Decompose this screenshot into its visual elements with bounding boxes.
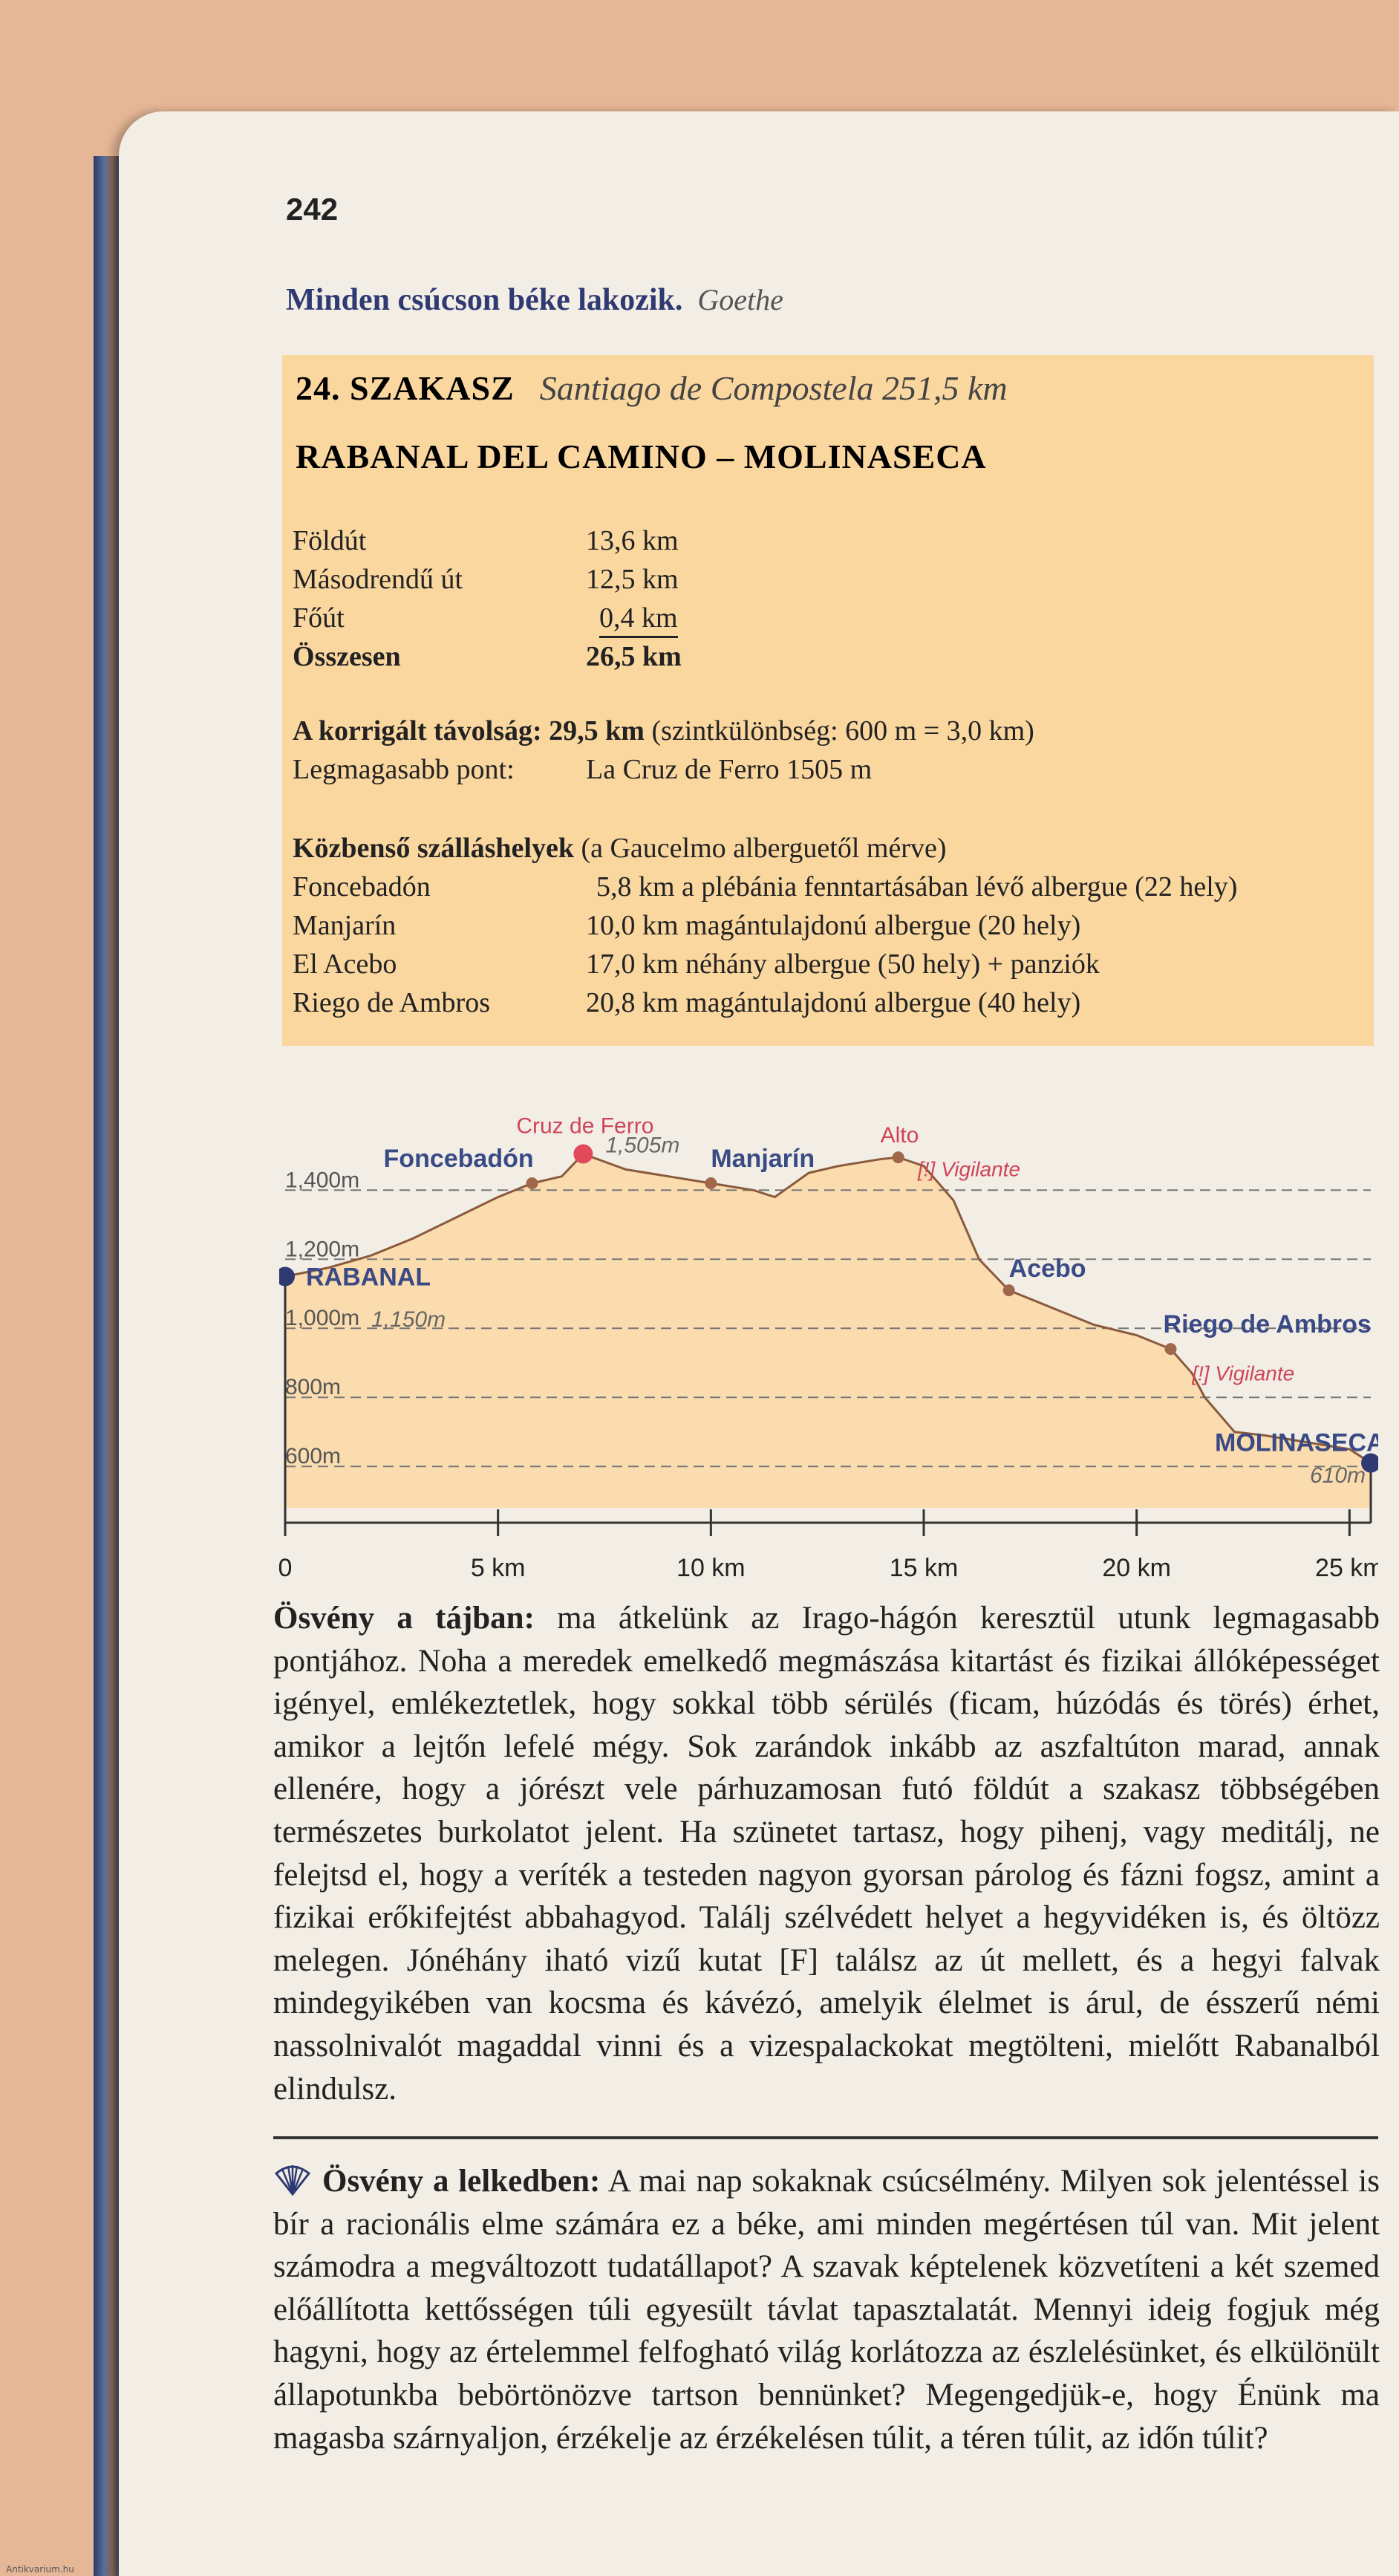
elevation-profile-svg (279, 1099, 1378, 1590)
lodging-title-row (293, 832, 946, 865)
warning-label: [!] Vigilante (1192, 1362, 1295, 1385)
start-height-label: 1,150m (371, 1307, 446, 1333)
surface-total-label: Összesen (293, 641, 401, 672)
x-tick-label: 0 (279, 1554, 293, 1582)
x-tick-label: 10 km (676, 1554, 746, 1582)
x-tick-label: 5 km (470, 1554, 526, 1582)
y-tick-label: 1,200m (285, 1237, 360, 1262)
corrected-note: (szintkülönbség: 600 m = 3,0 km) (651, 715, 1034, 747)
village-marker (1165, 1343, 1177, 1355)
lodging-place: El Acebo (293, 949, 397, 980)
lodging-info: 10,0 km magántulajdonú albergue (20 hely) (586, 910, 1081, 941)
paragraph-landscape-lead: Ösvény a tájban: (273, 1601, 535, 1636)
watermark: Antikvarium.hu (6, 2564, 74, 2575)
lodging-title: Közbenső szálláshelyek (293, 833, 574, 864)
place-label: Foncebadón (383, 1144, 534, 1173)
surface-value: 13,6 km (586, 525, 679, 556)
place-label: Acebo (1008, 1255, 1086, 1284)
corrected-label: A korrigált távolság: (293, 715, 542, 747)
lodging-row (293, 986, 1080, 1019)
elevation-profile-chart (279, 1099, 1378, 1590)
surface-label: Másodrendű út (293, 564, 463, 595)
pass-marker (893, 1151, 904, 1163)
x-tick-label: 20 km (1102, 1554, 1171, 1582)
summit-height-label: 1,505m (605, 1133, 680, 1158)
surface-label: Földút (293, 525, 367, 556)
end-height-label: 610m (1310, 1463, 1366, 1489)
highest-point-row (293, 753, 872, 786)
stage-label: 24. SZAKASZ (296, 369, 515, 407)
page-number: 242 (286, 192, 339, 227)
y-tick-label: 800m (285, 1375, 342, 1400)
surface-total-value: 26,5 km (586, 641, 682, 672)
x-tick-label: 15 km (889, 1554, 959, 1582)
stage-distance: Santiago de Compostela 251,5 km (539, 369, 1008, 407)
lodging-info: 5,8 km a plébánia fenntartásában lévő albergue (22 hely) (596, 871, 1238, 902)
surface-row (293, 602, 678, 638)
place-label: Cruz de Ferro (516, 1113, 654, 1139)
y-tick-label: 1,000m (285, 1306, 360, 1331)
surface-label: Főút (293, 602, 345, 634)
section-divider (273, 2136, 1378, 2139)
lodging-row (293, 948, 1100, 980)
book-spine-edge (94, 156, 120, 2576)
surface-row (293, 563, 679, 596)
highest-value: La Cruz de Ferro 1505 m (586, 754, 873, 785)
surface-value: 12,5 km (586, 564, 679, 595)
place-label: Manjarín (711, 1144, 815, 1173)
lodging-row (293, 909, 1080, 942)
corrected-value: 29,5 km (549, 715, 645, 747)
place-label: MOLINASECA (1215, 1428, 1378, 1457)
motto-text: Minden csúcson béke lakozik. (286, 283, 683, 317)
village-marker (705, 1177, 717, 1189)
stage-info-box (282, 355, 1374, 1046)
stage-route: RABANAL DEL CAMINO – MOLINASECA (296, 438, 987, 475)
lodging-place: Foncebadón (293, 871, 431, 902)
place-label: RABANAL (306, 1263, 431, 1292)
surface-value: 0,4 km (599, 602, 678, 638)
y-tick-label: 600m (285, 1444, 342, 1469)
scallop-shell-icon (273, 2163, 312, 2196)
x-tick-label: 25 km (1315, 1554, 1378, 1582)
lodging-row (293, 871, 1237, 903)
lodging-info: 17,0 km néhány albergue (50 hely) + panziók (586, 949, 1100, 980)
village-marker (1003, 1284, 1015, 1296)
lodging-note: (a Gaucelmo alberguetől mérve) (581, 833, 947, 864)
warning-label: [!] Vigilante (918, 1157, 1021, 1181)
place-label: Riego de Ambros (1163, 1310, 1372, 1339)
stage-title (296, 368, 1008, 408)
highest-label: Legmagasabb pont: (293, 754, 515, 785)
paragraph-landscape-text: ma átkelünk az Irago-hágón keresztül utunk legmagasabb pontjához. Noha a meredek emelkedő megmászása kitartást és fizikai állóképességet igényel, emlékeztetlek, hogy sokkal több sérülés (ficam, húzódás és törés) érhet, amikor a lejtőn lefelé mégy. Sok zarándok inkább az aszfaltúton marad, annak ellenére, hogy a jórészt vele párhuzamosan futó földút a szakasz többségében természetes burkolatot jelent. Ha szünetet tartasz, hogy pihenj, vagy meditálj, ne felejtsd el, hogy a veríték a testeden nagyon gyorsan párolog és fázni fogsz, amint a fizikai erőkifejtést abbahagyod. Találj szélvédett helyet a hegyvidéken is, és öltözz melegen. Jónéhány iható vizű kutat [F] találsz az út mellett, és a hegyi falvak mindegyikében van kocsma és kávézó, amelyik élelmet is árul, de ésszerű némi nassolnivalót magaddal vinni és a vizespalackokat megtölteni, mielőtt Rabanalból elindulsz. (273, 1601, 1380, 2107)
village-marker (526, 1177, 538, 1189)
paragraph-soul-text: A mai nap sokaknak csúcsélmény. Milyen sok jelentéssel is bír a racionális elme számára ez a béke, ami minden megértésen túl van. Mit jelent számodra a megváltozott tudatállapot? A szavak képtelenek közvetíteni a két szemed előállította kettősségen túli egyesült távlat tapasztalatát. Mennyi ideig fogjuk még hagyni, hogy az értelemmel felfogható világ korlátozza az észlelésünket, és elkülönült állapotunkba bebörtönözve tartson bennünket? Megengedjük-e, hogy Énünk ma magasba szárnyaljon, érzékelje az érzékelésen túlit, a téren túlit, az időn túlit? (273, 2164, 1380, 2456)
lodging-place: Manjarín (293, 910, 397, 941)
lodging-place: Riego de Ambros (293, 987, 490, 1018)
paragraph-soul-lead: Ösvény a lelkedben: (322, 2164, 601, 2199)
surface-total-row (293, 640, 682, 673)
lodging-info: 20,8 km magántulajdonú albergue (40 hely) (586, 987, 1081, 1018)
place-label: Alto (880, 1123, 919, 1148)
surface-row (293, 524, 679, 557)
corrected-distance-row (293, 715, 1034, 747)
y-tick-label: 1,400m (285, 1168, 360, 1193)
paragraph-soul (273, 2160, 1380, 2459)
paragraph-landscape (273, 1597, 1380, 2110)
motto-author: Goethe (697, 283, 783, 316)
motto (286, 282, 783, 318)
summit-marker (573, 1144, 593, 1163)
